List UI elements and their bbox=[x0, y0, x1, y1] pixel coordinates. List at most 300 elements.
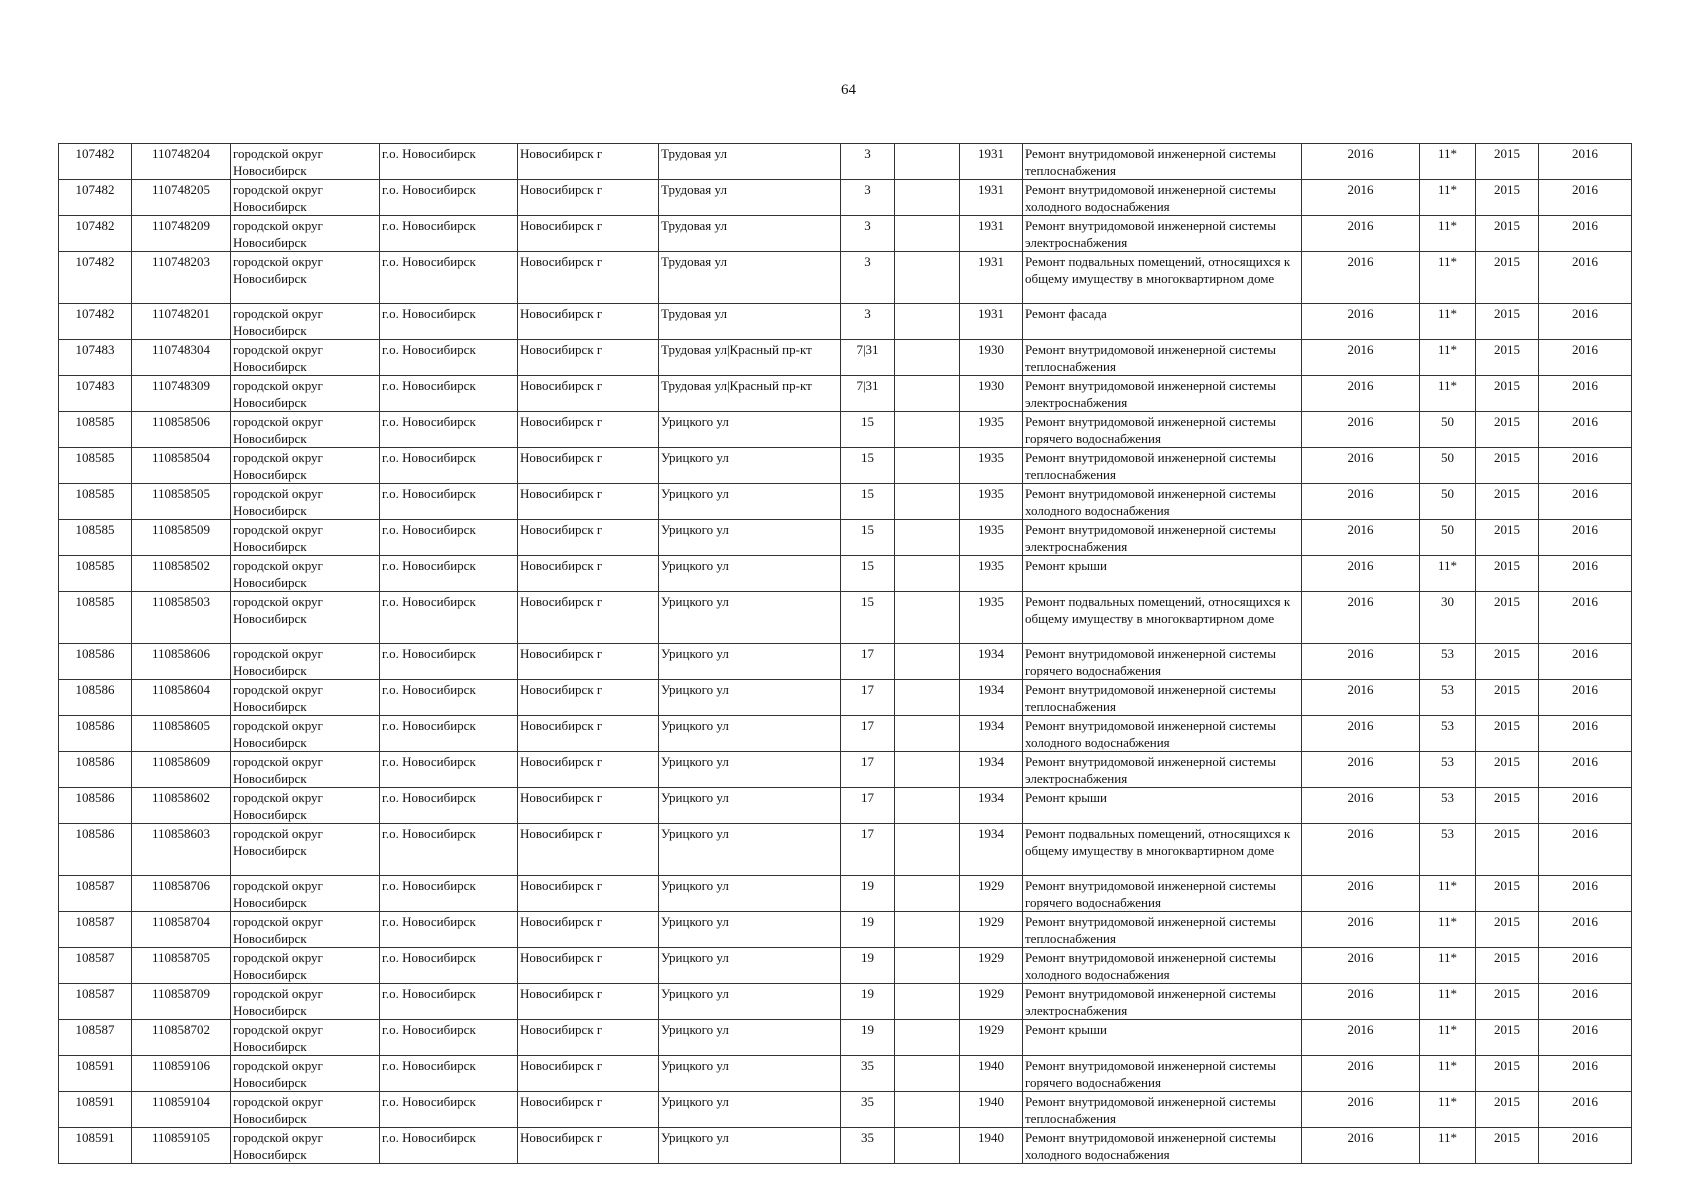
cell-build-year: 1930 bbox=[960, 376, 1023, 412]
table-row bbox=[59, 304, 1632, 340]
cell-start-year: 2015 bbox=[1476, 448, 1539, 484]
cell-plan-year: 2016 bbox=[1302, 824, 1420, 876]
cell-municipal-district: городской округ Новосибирск bbox=[231, 788, 380, 824]
cell-block bbox=[895, 304, 960, 340]
cell-municipality: г.о. Новосибирск bbox=[380, 304, 518, 340]
cell-work-id: 110858502 bbox=[132, 556, 231, 592]
cell-locality: Новосибирск г bbox=[518, 1020, 659, 1056]
cell-cost: 11* bbox=[1420, 304, 1476, 340]
cell-municipality: г.о. Новосибирск bbox=[380, 1128, 518, 1164]
cell-house-id: 108586 bbox=[59, 788, 132, 824]
cell-work-type: Ремонт подвальных помещений, относящихся к общему имуществу в многоквартирном доме bbox=[1023, 824, 1302, 876]
cell-cost: 53 bbox=[1420, 644, 1476, 680]
cell-street: Трудовая ул|Красный пр-кт bbox=[659, 340, 841, 376]
repair-registry-table bbox=[58, 143, 1632, 1164]
cell-municipal-district: городской округ Новосибирск bbox=[231, 340, 380, 376]
cell-start-year: 2015 bbox=[1476, 484, 1539, 520]
cell-block bbox=[895, 556, 960, 592]
cell-start-year: 2015 bbox=[1476, 376, 1539, 412]
cell-municipality: г.о. Новосибирск bbox=[380, 984, 518, 1020]
cell-plan-year: 2016 bbox=[1302, 876, 1420, 912]
cell-build-year: 1935 bbox=[960, 484, 1023, 520]
cell-work-id: 110858706 bbox=[132, 876, 231, 912]
cell-block bbox=[895, 180, 960, 216]
cell-block bbox=[895, 1128, 960, 1164]
cell-end-year: 2016 bbox=[1539, 304, 1632, 340]
cell-house-id: 108586 bbox=[59, 644, 132, 680]
cell-house-number: 15 bbox=[841, 520, 895, 556]
cell-work-type: Ремонт внутридомовой инженерной системы холодного водоснабжения bbox=[1023, 484, 1302, 520]
table-row bbox=[59, 680, 1632, 716]
cell-municipality: г.о. Новосибирск bbox=[380, 948, 518, 984]
cell-work-id: 110858605 bbox=[132, 716, 231, 752]
cell-work-type: Ремонт внутридомовой инженерной системы теплоснабжения bbox=[1023, 1092, 1302, 1128]
cell-street: Трудовая ул|Красный пр-кт bbox=[659, 376, 841, 412]
cell-plan-year: 2016 bbox=[1302, 1056, 1420, 1092]
cell-end-year: 2016 bbox=[1539, 376, 1632, 412]
table-row bbox=[59, 1020, 1632, 1056]
cell-house-number: 17 bbox=[841, 824, 895, 876]
cell-work-id: 110748205 bbox=[132, 180, 231, 216]
cell-build-year: 1940 bbox=[960, 1056, 1023, 1092]
cell-block bbox=[895, 448, 960, 484]
cell-plan-year: 2016 bbox=[1302, 144, 1420, 180]
cell-house-number: 3 bbox=[841, 144, 895, 180]
cell-cost: 11* bbox=[1420, 876, 1476, 912]
cell-municipal-district: городской округ Новосибирск bbox=[231, 680, 380, 716]
cell-street: Урицкого ул bbox=[659, 644, 841, 680]
cell-house-id: 108586 bbox=[59, 824, 132, 876]
cell-house-id: 108587 bbox=[59, 948, 132, 984]
cell-work-id: 110858606 bbox=[132, 644, 231, 680]
cell-locality: Новосибирск г bbox=[518, 180, 659, 216]
cell-street: Урицкого ул bbox=[659, 948, 841, 984]
cell-street: Урицкого ул bbox=[659, 520, 841, 556]
cell-end-year: 2016 bbox=[1539, 340, 1632, 376]
cell-plan-year: 2016 bbox=[1302, 1128, 1420, 1164]
cell-municipal-district: городской округ Новосибирск bbox=[231, 644, 380, 680]
cell-house-id: 108587 bbox=[59, 1020, 132, 1056]
cell-municipality: г.о. Новосибирск bbox=[380, 592, 518, 644]
cell-plan-year: 2016 bbox=[1302, 376, 1420, 412]
cell-house-id: 108585 bbox=[59, 556, 132, 592]
cell-municipal-district: городской округ Новосибирск bbox=[231, 144, 380, 180]
cell-house-number: 17 bbox=[841, 644, 895, 680]
cell-plan-year: 2016 bbox=[1302, 788, 1420, 824]
cell-work-type: Ремонт внутридомовой инженерной системы холодного водоснабжения bbox=[1023, 948, 1302, 984]
cell-block bbox=[895, 824, 960, 876]
table-row bbox=[59, 592, 1632, 644]
cell-locality: Новосибирск г bbox=[518, 304, 659, 340]
cell-house-number: 15 bbox=[841, 556, 895, 592]
cell-municipality: г.о. Новосибирск bbox=[380, 644, 518, 680]
cell-house-id: 108585 bbox=[59, 592, 132, 644]
table-row bbox=[59, 1056, 1632, 1092]
cell-start-year: 2015 bbox=[1476, 1128, 1539, 1164]
cell-work-id: 110858504 bbox=[132, 448, 231, 484]
cell-street: Урицкого ул bbox=[659, 788, 841, 824]
cell-work-id: 110859106 bbox=[132, 1056, 231, 1092]
cell-end-year: 2016 bbox=[1539, 484, 1632, 520]
cell-end-year: 2016 bbox=[1539, 180, 1632, 216]
cell-municipality: г.о. Новосибирск bbox=[380, 340, 518, 376]
table-row bbox=[59, 876, 1632, 912]
cell-plan-year: 2016 bbox=[1302, 1020, 1420, 1056]
cell-build-year: 1935 bbox=[960, 412, 1023, 448]
cell-locality: Новосибирск г bbox=[518, 556, 659, 592]
cell-work-type: Ремонт фасада bbox=[1023, 304, 1302, 340]
cell-plan-year: 2016 bbox=[1302, 1092, 1420, 1128]
cell-cost: 11* bbox=[1420, 984, 1476, 1020]
cell-municipal-district: городской округ Новосибирск bbox=[231, 520, 380, 556]
cell-street: Урицкого ул bbox=[659, 484, 841, 520]
cell-locality: Новосибирск г bbox=[518, 484, 659, 520]
table-row bbox=[59, 912, 1632, 948]
cell-municipal-district: городской округ Новосибирск bbox=[231, 304, 380, 340]
cell-start-year: 2015 bbox=[1476, 592, 1539, 644]
table-body bbox=[59, 144, 1632, 1164]
cell-end-year: 2016 bbox=[1539, 592, 1632, 644]
cell-house-id: 108585 bbox=[59, 412, 132, 448]
cell-municipal-district: городской округ Новосибирск bbox=[231, 984, 380, 1020]
cell-municipal-district: городской округ Новосибирск bbox=[231, 376, 380, 412]
cell-street: Трудовая ул bbox=[659, 252, 841, 304]
cell-house-number: 17 bbox=[841, 716, 895, 752]
cell-build-year: 1931 bbox=[960, 180, 1023, 216]
cell-cost: 11* bbox=[1420, 556, 1476, 592]
cell-locality: Новосибирск г bbox=[518, 876, 659, 912]
cell-plan-year: 2016 bbox=[1302, 716, 1420, 752]
cell-house-number: 7|31 bbox=[841, 340, 895, 376]
cell-start-year: 2015 bbox=[1476, 680, 1539, 716]
cell-street: Трудовая ул bbox=[659, 144, 841, 180]
cell-street: Урицкого ул bbox=[659, 680, 841, 716]
cell-municipality: г.о. Новосибирск bbox=[380, 144, 518, 180]
cell-work-type: Ремонт внутридомовой инженерной системы теплоснабжения bbox=[1023, 144, 1302, 180]
cell-street: Урицкого ул bbox=[659, 1056, 841, 1092]
cell-build-year: 1929 bbox=[960, 948, 1023, 984]
cell-street: Урицкого ул bbox=[659, 1092, 841, 1128]
cell-municipal-district: городской округ Новосибирск bbox=[231, 412, 380, 448]
cell-work-id: 110859104 bbox=[132, 1092, 231, 1128]
cell-plan-year: 2016 bbox=[1302, 412, 1420, 448]
cell-work-type: Ремонт внутридомовой инженерной системы теплоснабжения bbox=[1023, 680, 1302, 716]
cell-house-number: 19 bbox=[841, 948, 895, 984]
cell-work-type: Ремонт внутридомовой инженерной системы холодного водоснабжения bbox=[1023, 180, 1302, 216]
cell-work-type: Ремонт внутридомовой инженерной системы холодного водоснабжения bbox=[1023, 716, 1302, 752]
cell-work-type: Ремонт внутридомовой инженерной системы теплоснабжения bbox=[1023, 912, 1302, 948]
cell-municipal-district: городской округ Новосибирск bbox=[231, 716, 380, 752]
cell-house-id: 108585 bbox=[59, 520, 132, 556]
cell-work-id: 110858704 bbox=[132, 912, 231, 948]
cell-build-year: 1930 bbox=[960, 340, 1023, 376]
cell-cost: 11* bbox=[1420, 948, 1476, 984]
cell-street: Урицкого ул bbox=[659, 752, 841, 788]
cell-street: Урицкого ул bbox=[659, 592, 841, 644]
cell-house-number: 15 bbox=[841, 592, 895, 644]
cell-municipality: г.о. Новосибирск bbox=[380, 412, 518, 448]
cell-municipal-district: городской округ Новосибирск bbox=[231, 484, 380, 520]
cell-start-year: 2015 bbox=[1476, 1056, 1539, 1092]
cell-work-type: Ремонт внутридомовой инженерной системы электроснабжения bbox=[1023, 752, 1302, 788]
cell-house-number: 3 bbox=[841, 180, 895, 216]
cell-start-year: 2015 bbox=[1476, 304, 1539, 340]
cell-work-id: 110748201 bbox=[132, 304, 231, 340]
cell-start-year: 2015 bbox=[1476, 948, 1539, 984]
cell-build-year: 1935 bbox=[960, 448, 1023, 484]
cell-build-year: 1929 bbox=[960, 1020, 1023, 1056]
cell-work-type: Ремонт подвальных помещений, относящихся к общему имуществу в многоквартирном доме bbox=[1023, 592, 1302, 644]
cell-start-year: 2015 bbox=[1476, 556, 1539, 592]
cell-locality: Новосибирск г bbox=[518, 644, 659, 680]
cell-cost: 11* bbox=[1420, 216, 1476, 252]
cell-end-year: 2016 bbox=[1539, 1020, 1632, 1056]
cell-municipality: г.о. Новосибирск bbox=[380, 716, 518, 752]
cell-house-id: 108591 bbox=[59, 1056, 132, 1092]
table-row bbox=[59, 788, 1632, 824]
cell-work-id: 110748309 bbox=[132, 376, 231, 412]
cell-street: Урицкого ул bbox=[659, 716, 841, 752]
cell-block bbox=[895, 1056, 960, 1092]
cell-end-year: 2016 bbox=[1539, 644, 1632, 680]
cell-house-number: 19 bbox=[841, 1020, 895, 1056]
cell-plan-year: 2016 bbox=[1302, 484, 1420, 520]
cell-house-number: 35 bbox=[841, 1056, 895, 1092]
cell-plan-year: 2016 bbox=[1302, 644, 1420, 680]
cell-work-id: 110858609 bbox=[132, 752, 231, 788]
cell-house-number: 19 bbox=[841, 876, 895, 912]
cell-build-year: 1935 bbox=[960, 592, 1023, 644]
cell-build-year: 1931 bbox=[960, 252, 1023, 304]
cell-cost: 50 bbox=[1420, 484, 1476, 520]
cell-work-id: 110858505 bbox=[132, 484, 231, 520]
cell-cost: 53 bbox=[1420, 788, 1476, 824]
cell-cost: 53 bbox=[1420, 824, 1476, 876]
cell-house-number: 3 bbox=[841, 252, 895, 304]
cell-start-year: 2015 bbox=[1476, 412, 1539, 448]
cell-municipal-district: городской округ Новосибирск bbox=[231, 1128, 380, 1164]
cell-cost: 53 bbox=[1420, 680, 1476, 716]
cell-build-year: 1940 bbox=[960, 1092, 1023, 1128]
cell-end-year: 2016 bbox=[1539, 1128, 1632, 1164]
cell-municipality: г.о. Новосибирск bbox=[380, 1020, 518, 1056]
cell-start-year: 2015 bbox=[1476, 216, 1539, 252]
cell-locality: Новосибирск г bbox=[518, 948, 659, 984]
cell-street: Урицкого ул bbox=[659, 876, 841, 912]
cell-house-id: 108587 bbox=[59, 876, 132, 912]
table-row bbox=[59, 520, 1632, 556]
cell-work-type: Ремонт внутридомовой инженерной системы электроснабжения bbox=[1023, 984, 1302, 1020]
table-row bbox=[59, 448, 1632, 484]
cell-end-year: 2016 bbox=[1539, 948, 1632, 984]
cell-street: Урицкого ул bbox=[659, 912, 841, 948]
table-row bbox=[59, 252, 1632, 304]
cell-house-number: 15 bbox=[841, 484, 895, 520]
cell-end-year: 2016 bbox=[1539, 1056, 1632, 1092]
cell-cost: 11* bbox=[1420, 340, 1476, 376]
cell-street: Урицкого ул bbox=[659, 824, 841, 876]
cell-house-id: 108591 bbox=[59, 1128, 132, 1164]
table-row bbox=[59, 1128, 1632, 1164]
table-row bbox=[59, 948, 1632, 984]
cell-block bbox=[895, 520, 960, 556]
cell-block bbox=[895, 340, 960, 376]
cell-build-year: 1934 bbox=[960, 716, 1023, 752]
cell-street: Урицкого ул bbox=[659, 1128, 841, 1164]
table-row bbox=[59, 376, 1632, 412]
table-row bbox=[59, 716, 1632, 752]
cell-locality: Новосибирск г bbox=[518, 680, 659, 716]
cell-block bbox=[895, 680, 960, 716]
cell-locality: Новосибирск г bbox=[518, 592, 659, 644]
cell-locality: Новосибирск г bbox=[518, 252, 659, 304]
cell-build-year: 1934 bbox=[960, 644, 1023, 680]
cell-cost: 11* bbox=[1420, 1092, 1476, 1128]
cell-plan-year: 2016 bbox=[1302, 448, 1420, 484]
cell-municipal-district: городской округ Новосибирск bbox=[231, 180, 380, 216]
cell-start-year: 2015 bbox=[1476, 912, 1539, 948]
cell-start-year: 2015 bbox=[1476, 180, 1539, 216]
cell-municipal-district: городской округ Новосибирск bbox=[231, 592, 380, 644]
cell-house-number: 17 bbox=[841, 680, 895, 716]
cell-block bbox=[895, 252, 960, 304]
cell-build-year: 1931 bbox=[960, 144, 1023, 180]
cell-house-id: 108586 bbox=[59, 752, 132, 788]
cell-work-id: 110859105 bbox=[132, 1128, 231, 1164]
cell-work-id: 110858602 bbox=[132, 788, 231, 824]
cell-block bbox=[895, 1020, 960, 1056]
cell-locality: Новосибирск г bbox=[518, 412, 659, 448]
cell-work-id: 110858503 bbox=[132, 592, 231, 644]
cell-start-year: 2015 bbox=[1476, 340, 1539, 376]
cell-build-year: 1931 bbox=[960, 216, 1023, 252]
cell-work-type: Ремонт внутридомовой инженерной системы электроснабжения bbox=[1023, 520, 1302, 556]
cell-work-type: Ремонт внутридомовой инженерной системы горячего водоснабжения bbox=[1023, 1056, 1302, 1092]
cell-work-id: 110858709 bbox=[132, 984, 231, 1020]
cell-block bbox=[895, 376, 960, 412]
cell-house-number: 17 bbox=[841, 752, 895, 788]
cell-municipal-district: городской округ Новосибирск bbox=[231, 948, 380, 984]
cell-build-year: 1934 bbox=[960, 788, 1023, 824]
table-row bbox=[59, 180, 1632, 216]
cell-house-id: 107482 bbox=[59, 144, 132, 180]
cell-house-number: 35 bbox=[841, 1092, 895, 1128]
cell-work-type: Ремонт внутридомовой инженерной системы горячего водоснабжения bbox=[1023, 876, 1302, 912]
cell-cost: 30 bbox=[1420, 592, 1476, 644]
cell-house-id: 108586 bbox=[59, 680, 132, 716]
cell-cost: 11* bbox=[1420, 144, 1476, 180]
cell-street: Трудовая ул bbox=[659, 216, 841, 252]
cell-house-number: 17 bbox=[841, 788, 895, 824]
cell-house-number: 15 bbox=[841, 412, 895, 448]
cell-house-id: 108587 bbox=[59, 984, 132, 1020]
cell-start-year: 2015 bbox=[1476, 876, 1539, 912]
cell-end-year: 2016 bbox=[1539, 520, 1632, 556]
cell-build-year: 1929 bbox=[960, 984, 1023, 1020]
cell-start-year: 2015 bbox=[1476, 144, 1539, 180]
cell-locality: Новосибирск г bbox=[518, 752, 659, 788]
cell-start-year: 2015 bbox=[1476, 1020, 1539, 1056]
cell-start-year: 2015 bbox=[1476, 644, 1539, 680]
cell-end-year: 2016 bbox=[1539, 680, 1632, 716]
cell-cost: 50 bbox=[1420, 412, 1476, 448]
cell-municipality: г.о. Новосибирск bbox=[380, 484, 518, 520]
cell-plan-year: 2016 bbox=[1302, 340, 1420, 376]
cell-cost: 11* bbox=[1420, 376, 1476, 412]
cell-work-id: 110858705 bbox=[132, 948, 231, 984]
cell-locality: Новосибирск г bbox=[518, 1128, 659, 1164]
cell-plan-year: 2016 bbox=[1302, 984, 1420, 1020]
cell-house-id: 108585 bbox=[59, 484, 132, 520]
cell-cost: 11* bbox=[1420, 1020, 1476, 1056]
cell-street: Трудовая ул bbox=[659, 304, 841, 340]
cell-cost: 53 bbox=[1420, 752, 1476, 788]
cell-municipality: г.о. Новосибирск bbox=[380, 448, 518, 484]
cell-house-id: 107482 bbox=[59, 180, 132, 216]
page-number: 64 bbox=[841, 82, 856, 98]
cell-end-year: 2016 bbox=[1539, 752, 1632, 788]
cell-locality: Новосибирск г bbox=[518, 448, 659, 484]
cell-municipal-district: городской округ Новосибирск bbox=[231, 752, 380, 788]
cell-build-year: 1929 bbox=[960, 912, 1023, 948]
cell-block bbox=[895, 752, 960, 788]
cell-start-year: 2015 bbox=[1476, 824, 1539, 876]
cell-municipality: г.о. Новосибирск bbox=[380, 556, 518, 592]
cell-block bbox=[895, 484, 960, 520]
cell-work-id: 110858604 bbox=[132, 680, 231, 716]
cell-municipality: г.о. Новосибирск bbox=[380, 680, 518, 716]
cell-end-year: 2016 bbox=[1539, 876, 1632, 912]
cell-municipality: г.о. Новосибирск bbox=[380, 876, 518, 912]
cell-start-year: 2015 bbox=[1476, 984, 1539, 1020]
cell-start-year: 2015 bbox=[1476, 788, 1539, 824]
table-row bbox=[59, 144, 1632, 180]
cell-block bbox=[895, 592, 960, 644]
cell-street: Урицкого ул bbox=[659, 984, 841, 1020]
cell-work-type: Ремонт внутридомовой инженерной системы электроснабжения bbox=[1023, 216, 1302, 252]
cell-plan-year: 2016 bbox=[1302, 912, 1420, 948]
cell-house-id: 108591 bbox=[59, 1092, 132, 1128]
cell-end-year: 2016 bbox=[1539, 216, 1632, 252]
cell-municipal-district: городской округ Новосибирск bbox=[231, 876, 380, 912]
cell-house-number: 19 bbox=[841, 912, 895, 948]
cell-municipality: г.о. Новосибирск bbox=[380, 788, 518, 824]
cell-municipal-district: городской округ Новосибирск bbox=[231, 448, 380, 484]
cell-municipality: г.о. Новосибирск bbox=[380, 520, 518, 556]
cell-end-year: 2016 bbox=[1539, 716, 1632, 752]
cell-locality: Новосибирск г bbox=[518, 144, 659, 180]
cell-end-year: 2016 bbox=[1539, 252, 1632, 304]
cell-end-year: 2016 bbox=[1539, 1092, 1632, 1128]
cell-municipality: г.о. Новосибирск bbox=[380, 752, 518, 788]
cell-cost: 11* bbox=[1420, 1128, 1476, 1164]
cell-municipal-district: городской округ Новосибирск bbox=[231, 216, 380, 252]
cell-block bbox=[895, 984, 960, 1020]
cell-locality: Новосибирск г bbox=[518, 1092, 659, 1128]
cell-plan-year: 2016 bbox=[1302, 252, 1420, 304]
cell-plan-year: 2016 bbox=[1302, 304, 1420, 340]
cell-house-number: 7|31 bbox=[841, 376, 895, 412]
cell-locality: Новосибирск г bbox=[518, 1056, 659, 1092]
cell-end-year: 2016 bbox=[1539, 984, 1632, 1020]
cell-end-year: 2016 bbox=[1539, 412, 1632, 448]
cell-cost: 50 bbox=[1420, 448, 1476, 484]
cell-locality: Новосибирск г bbox=[518, 824, 659, 876]
cell-plan-year: 2016 bbox=[1302, 556, 1420, 592]
table-row bbox=[59, 556, 1632, 592]
cell-municipality: г.о. Новосибирск bbox=[380, 1056, 518, 1092]
cell-work-id: 110858509 bbox=[132, 520, 231, 556]
